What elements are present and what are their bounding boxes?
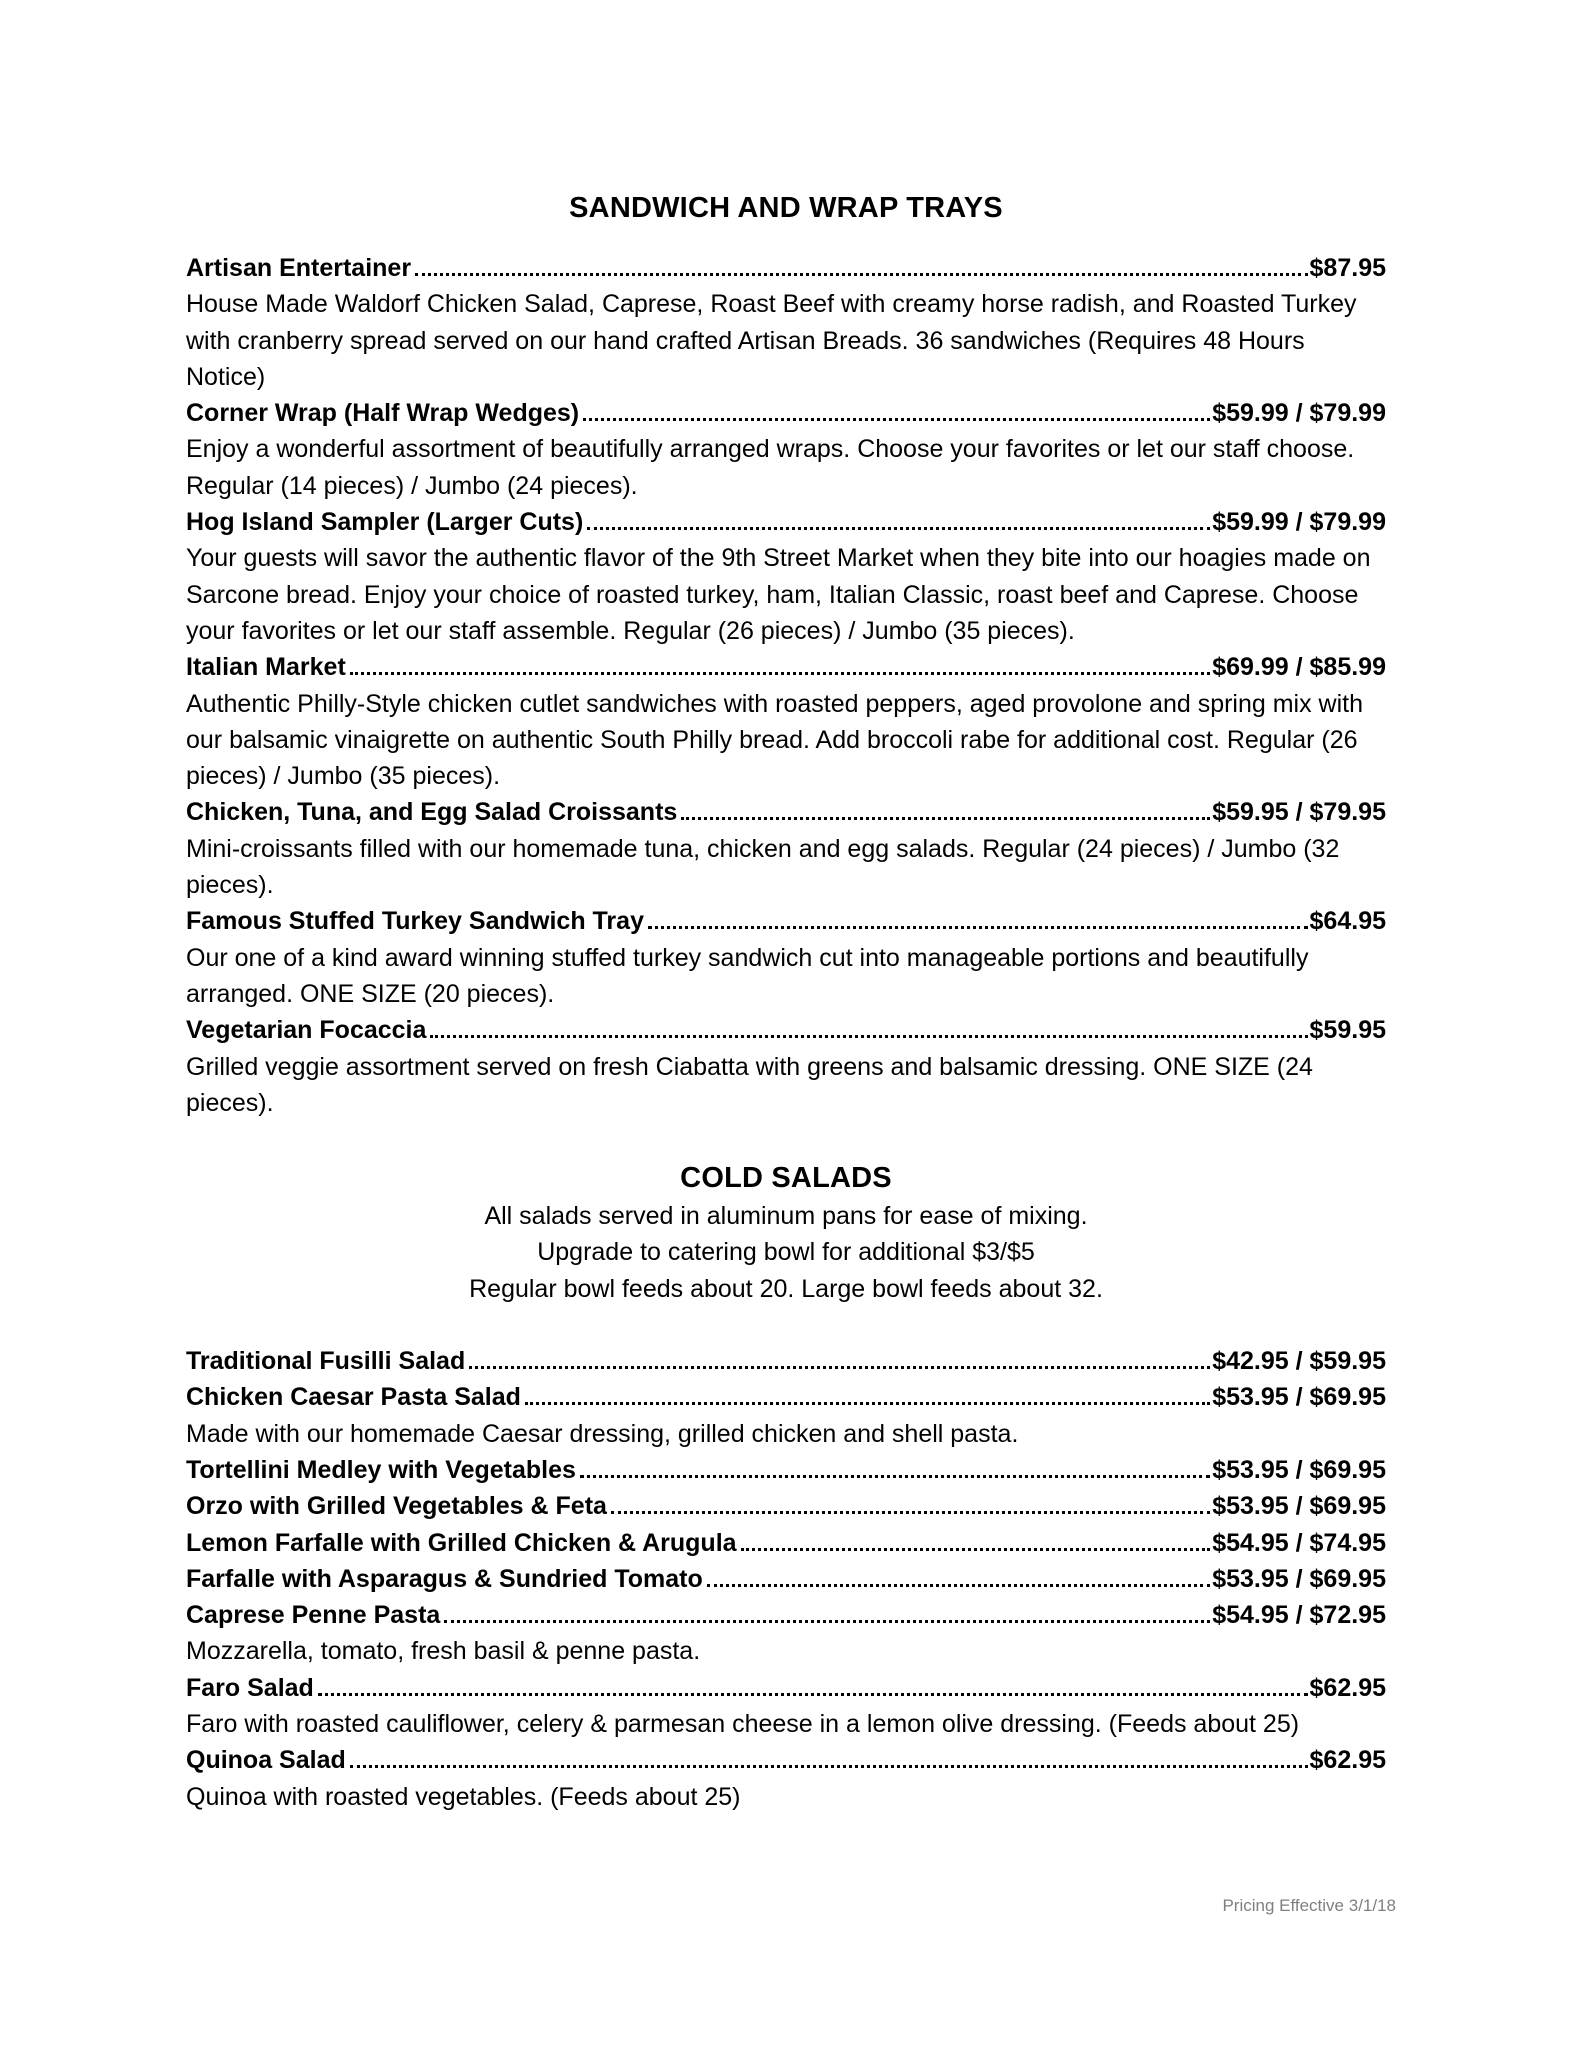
intro-line: Regular bowl feeds about 20. Large bowl feeds about 32. xyxy=(469,1274,1103,1303)
item-description: Faro with roasted cauliflower, celery & parmesan cheese in a lemon olive dressing. (Feeds about 25) xyxy=(186,1709,1300,1738)
item-price: $62.95 xyxy=(1309,1746,1386,1775)
dot-leader xyxy=(444,1620,1210,1623)
item-header xyxy=(186,250,1386,286)
item-header xyxy=(186,649,1386,685)
item-name: Traditional Fusilli Salad xyxy=(186,1347,466,1376)
intro-line: Upgrade to catering bowl for additional $3/$5 xyxy=(537,1238,1035,1267)
item-description: House Made Waldorf Chicken Salad, Caprese, Roast Beef with creamy horse radish, and Roasted Turkey with cranberry spread served on our hand crafted Artisan Breads. 36 sandwiches (Requires 48 Hours Notice) xyxy=(186,290,1357,391)
cold-salads-list xyxy=(186,1343,1386,1815)
dot-leader xyxy=(350,1765,1308,1768)
item-name: Artisan Entertainer xyxy=(186,254,412,282)
item-header xyxy=(186,1452,1386,1488)
sandwich-item xyxy=(186,649,1386,794)
dot-leader xyxy=(583,418,1210,421)
dot-leader xyxy=(469,1366,1210,1369)
sandwich-item xyxy=(186,250,1386,395)
item-price: $54.95 / $72.95 xyxy=(1212,1601,1386,1630)
item-price: $59.95 / $79.95 xyxy=(1212,798,1386,827)
sandwich-item xyxy=(186,395,1386,504)
item-header xyxy=(186,1670,1386,1706)
item-name: Tortellini Medley with Vegetables xyxy=(186,1455,576,1484)
item-price: $59.95 xyxy=(1309,1016,1386,1045)
dot-leader xyxy=(350,672,1210,675)
cold-salads-section-title: COLD SALADS xyxy=(680,1162,892,1195)
pricing-effective-note: Pricing Effective 3/1/18 xyxy=(1222,1896,1396,1915)
item-header xyxy=(186,1561,1386,1597)
item-price: $53.95 / $69.95 xyxy=(1212,1383,1386,1412)
item-header xyxy=(186,1525,1386,1561)
item-price: $87.95 xyxy=(1309,254,1386,282)
dot-leader xyxy=(611,1511,1210,1514)
dot-leader xyxy=(525,1402,1210,1405)
item-price: $69.99 / $85.99 xyxy=(1212,653,1386,682)
item-header xyxy=(186,903,1386,939)
item-price: $64.95 xyxy=(1309,907,1386,936)
item-price: $53.95 / $69.95 xyxy=(1212,1455,1386,1484)
dot-leader xyxy=(318,1693,1308,1696)
item-description: Mini-croissants filled with our homemade tuna, chicken and egg salads. Regular (24 pieces) / Jumbo (32 pieces). xyxy=(186,834,1340,900)
item-description: Mozzarella, tomato, fresh basil & penne pasta. xyxy=(186,1637,701,1666)
item-price: $53.95 / $69.95 xyxy=(1212,1492,1386,1521)
item-name: Quinoa Salad xyxy=(186,1746,346,1775)
item-description: Enjoy a wonderful assortment of beautifully arranged wraps. Choose your favorites or let our staff choose. Regular (14 pieces) / Jumbo (24 pieces). xyxy=(186,435,1355,500)
dot-leader xyxy=(587,527,1210,530)
item-name: Corner Wrap (Half Wrap Wedges) xyxy=(186,399,580,428)
intro-line: All salads served in aluminum pans for ease of mixing. xyxy=(484,1202,1088,1231)
item-header xyxy=(186,395,1386,431)
item-header xyxy=(186,1343,1386,1379)
item-price: $59.99 / $79.99 xyxy=(1212,399,1386,428)
sandwich-item xyxy=(186,504,1386,649)
item-header xyxy=(186,1488,1386,1524)
dot-leader xyxy=(648,926,1308,929)
item-name: Lemon Farfalle with Grilled Chicken & Arugula xyxy=(186,1528,737,1557)
item-name: Chicken, Tuna, and Egg Salad Croissants xyxy=(186,798,678,827)
item-description: Authentic Philly-Style chicken cutlet sandwiches with roasted peppers, aged provolone and spring mix with our balsamic vinaigrette on authentic South Philly bread. Add broccoli rabe for additional cost. Regular (26 pieces) / Jumbo (35 pieces). xyxy=(186,689,1364,791)
item-name: Vegetarian Focaccia xyxy=(186,1016,427,1045)
item-header xyxy=(186,1742,1386,1778)
item-name: Chicken Caesar Pasta Salad xyxy=(186,1383,521,1412)
item-header xyxy=(186,1379,1386,1415)
item-header xyxy=(186,1012,1386,1048)
item-name: Faro Salad xyxy=(186,1673,314,1702)
item-description: Your guests will savor the authentic flavor of the 9th Street Market when they bite into our hoagies made on Sarcone bread. Enjoy your choice of roasted turkey, ham, Italian Classic, roast beef and Caprese. Choose your favorites or let our staff assemble. Regular (26 pieces) / Jumbo (35 pieces). xyxy=(186,544,1371,645)
item-price: $54.95 / $74.95 xyxy=(1212,1528,1386,1557)
sandwich-item xyxy=(186,1012,1386,1121)
menu-content xyxy=(186,188,1386,1815)
item-name: Famous Stuffed Turkey Sandwich Tray xyxy=(186,907,644,936)
dot-leader xyxy=(415,273,1307,276)
sandwich-item xyxy=(186,794,1386,903)
item-description: Made with our homemade Caesar dressing, grilled chicken and shell pasta. xyxy=(186,1419,1019,1448)
sandwich-section xyxy=(186,188,1386,1121)
cold-salads-intro xyxy=(186,1198,1386,1307)
item-name: Orzo with Grilled Vegetables & Feta xyxy=(186,1492,607,1521)
item-description: Our one of a kind award winning stuffed turkey sandwich cut into manageable portions and beautifully arranged. ONE SIZE (20 pieces). xyxy=(186,943,1309,1008)
sandwich-item xyxy=(186,903,1386,1012)
item-name: Hog Island Sampler (Larger Cuts) xyxy=(186,508,584,537)
item-header xyxy=(186,1597,1386,1633)
item-header xyxy=(186,504,1386,540)
item-name: Italian Market xyxy=(186,653,346,682)
dot-leader xyxy=(741,1548,1211,1551)
dot-leader xyxy=(681,817,1210,820)
item-price: $53.95 / $69.95 xyxy=(1212,1564,1386,1593)
item-price: $62.95 xyxy=(1309,1673,1386,1702)
cold-salads-section xyxy=(186,1158,1386,1815)
dot-leader xyxy=(707,1584,1210,1587)
item-price: $42.95 / $59.95 xyxy=(1212,1347,1386,1376)
item-description: Quinoa with roasted vegetables. (Feeds about 25) xyxy=(186,1782,741,1811)
item-name: Caprese Penne Pasta xyxy=(186,1601,441,1630)
dot-leader xyxy=(430,1035,1307,1038)
item-price: $59.99 / $79.99 xyxy=(1212,508,1386,537)
sandwich-section-title: SANDWICH AND WRAP TRAYS xyxy=(569,192,1003,224)
item-description: Grilled veggie assortment served on fresh Ciabatta with greens and balsamic dressing. ONE SIZE (24 pieces). xyxy=(186,1052,1313,1117)
item-header xyxy=(186,794,1386,830)
item-name: Farfalle with Asparagus & Sundried Tomato xyxy=(186,1564,703,1593)
dot-leader xyxy=(580,1475,1210,1478)
